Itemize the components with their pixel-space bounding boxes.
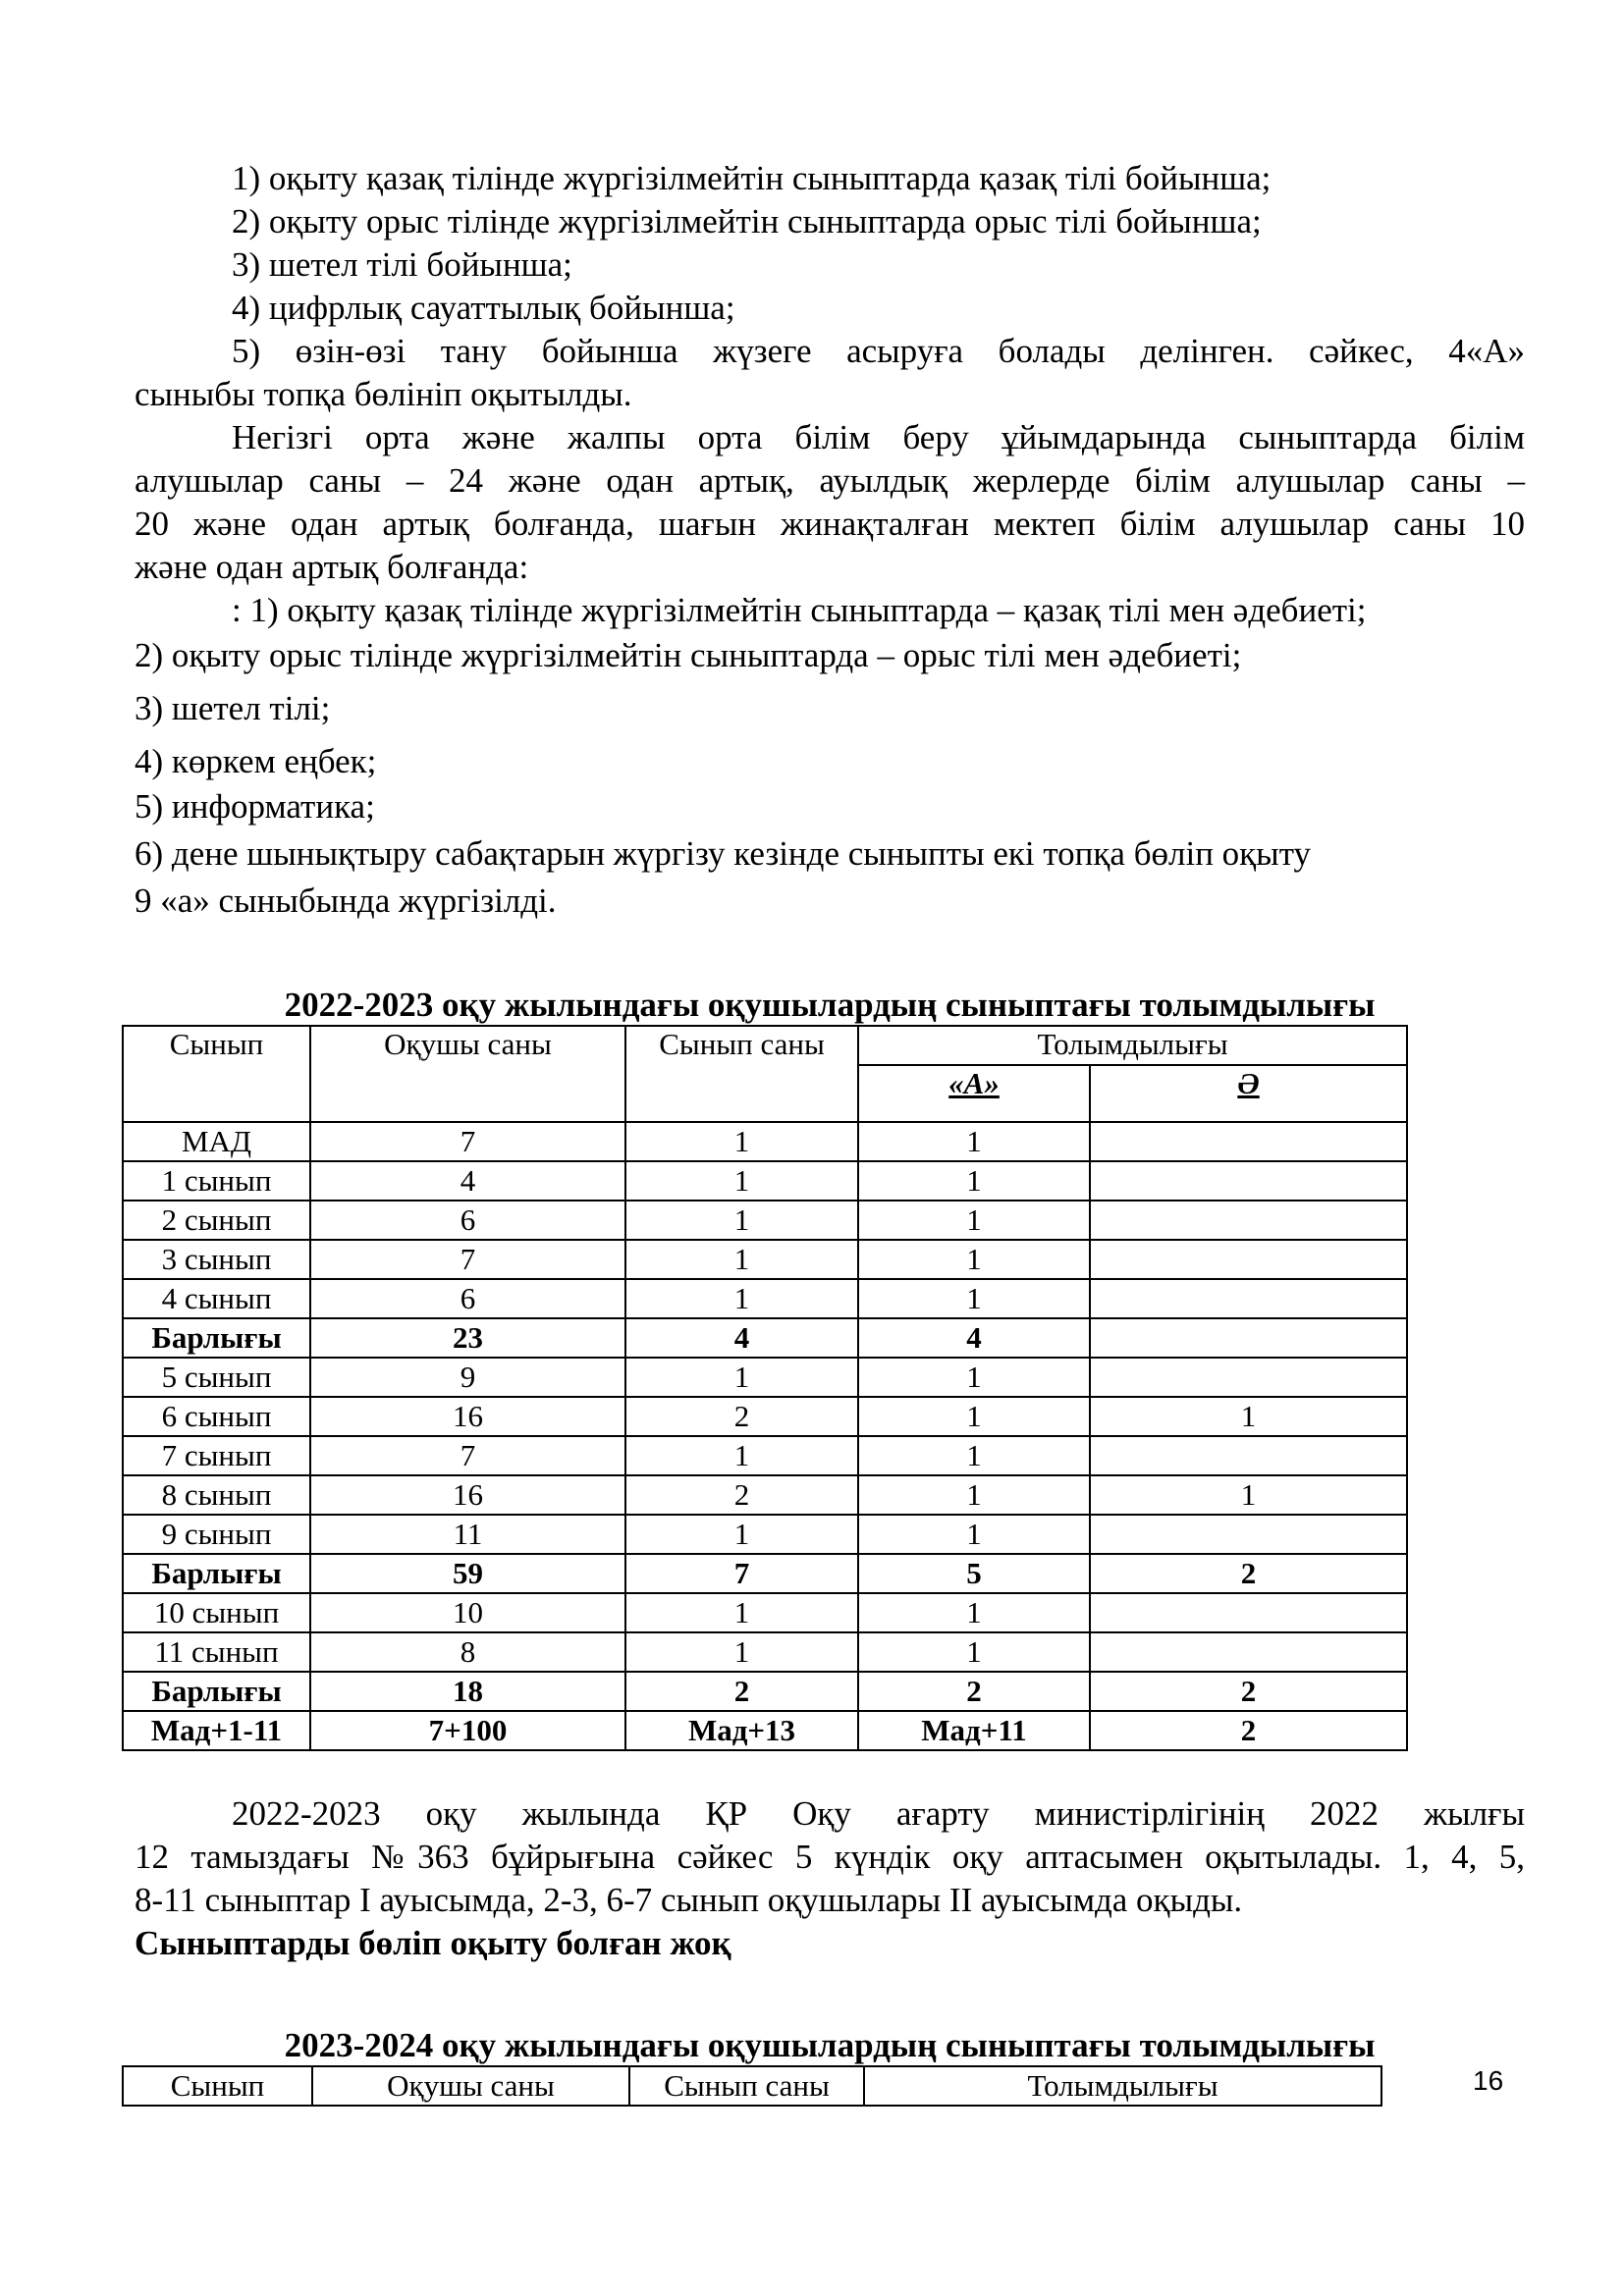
- table-title: 2023-2024 оқу жылындағы оқушылардың сыныптағы толымдылығы: [284, 2026, 1376, 2064]
- table-cell: 1: [858, 1632, 1090, 1672]
- table-cell: 1: [625, 1436, 858, 1475]
- table-row: [123, 1711, 1407, 1750]
- table-cell: [1090, 1436, 1407, 1475]
- table-row: [123, 1632, 1407, 1672]
- table-cell: [1090, 1240, 1407, 1279]
- table-cell: 1: [625, 1632, 858, 1672]
- table-cell: 2 сынып: [123, 1201, 310, 1240]
- table-row: [123, 1515, 1407, 1554]
- table-cell: 1: [625, 1201, 858, 1240]
- table-cell: [1090, 1161, 1407, 1201]
- table-cell: 1: [625, 1515, 858, 1554]
- table-cell: 2: [1090, 1672, 1407, 1711]
- table-cell: 1: [858, 1240, 1090, 1279]
- header-fill: Толымдылығы: [858, 1026, 1407, 1065]
- table-row: [123, 1397, 1407, 1436]
- header-sub-a: «А»: [858, 1065, 1090, 1122]
- table-cell: 1: [858, 1358, 1090, 1397]
- list-line: 3) шетел тілі;: [135, 689, 331, 727]
- table-cell: 1: [625, 1240, 858, 1279]
- table-cell: 9 сынып: [123, 1515, 310, 1554]
- table-cell: 2: [625, 1475, 858, 1515]
- table-cell: 6 сынып: [123, 1397, 310, 1436]
- table-cell: 1: [858, 1515, 1090, 1554]
- table-cell: Мад+11: [858, 1711, 1090, 1750]
- table-cell: 1: [1090, 1475, 1407, 1515]
- list-line: 5) информатика;: [135, 787, 375, 826]
- header-class-count: Сынып саны: [625, 1026, 858, 1122]
- paragraph-line: 8-11 сыныптар І ауысымда, 2-3, 6-7 сынып оқушылары ІІ ауысымда оқыды.: [135, 1881, 1243, 1919]
- fill-rate-table-2022: [122, 1025, 1408, 1751]
- table-cell: Барлығы: [123, 1318, 310, 1358]
- table-cell: 7: [625, 1554, 858, 1593]
- table-row: [123, 1122, 1407, 1161]
- table-title: 2022-2023 оқу жылындағы оқушылардың сыныптағы толымдылығы: [284, 986, 1376, 1024]
- table-cell: [1090, 1515, 1407, 1554]
- table-cell: Мад+1-11: [123, 1711, 310, 1750]
- table-cell: 2: [625, 1672, 858, 1711]
- table-cell: 23: [310, 1318, 625, 1358]
- table-cell: 5 сынып: [123, 1358, 310, 1397]
- table-cell: 6: [310, 1201, 625, 1240]
- table-cell: Барлығы: [123, 1554, 310, 1593]
- paragraph-line: Негізгі орта және жалпы орта білім беру ұйымдарында сыныптарда білім: [232, 418, 1525, 456]
- table-cell: 59: [310, 1554, 625, 1593]
- table-cell: 16: [310, 1397, 625, 1436]
- table-cell: [1090, 1318, 1407, 1358]
- table-cell: 16: [310, 1475, 625, 1515]
- table-cell: 10: [310, 1593, 625, 1632]
- paragraph-line: сыныбы топқа бөлініп оқытылды.: [135, 375, 632, 413]
- table-cell: 2: [1090, 1554, 1407, 1593]
- table-cell: 7: [310, 1122, 625, 1161]
- table-cell: 1: [625, 1122, 858, 1161]
- table-cell: 4: [858, 1318, 1090, 1358]
- table-cell: 5: [858, 1554, 1090, 1593]
- header-class: Сынып: [123, 2066, 312, 2106]
- table-cell: Мад+13: [625, 1711, 858, 1750]
- table-cell: 1: [858, 1593, 1090, 1632]
- table-cell: 2: [1090, 1711, 1407, 1750]
- table-cell: 9: [310, 1358, 625, 1397]
- table-cell: 1: [858, 1397, 1090, 1436]
- page-number: 16: [1473, 2065, 1504, 2096]
- table-row: [123, 1475, 1407, 1515]
- table-cell: Барлығы: [123, 1672, 310, 1711]
- table-cell: 18: [310, 1672, 625, 1711]
- table-cell: 1: [858, 1436, 1090, 1475]
- list-line: 6) дене шынықтыру сабақтарын жүргізу кезінде сыныпты екі топқа бөліп оқыту: [135, 834, 1312, 873]
- table-cell: 1: [858, 1201, 1090, 1240]
- table-row: [123, 1161, 1407, 1201]
- table-row: [123, 1593, 1407, 1632]
- table-cell: 7: [310, 1436, 625, 1475]
- table-row: [123, 1554, 1407, 1593]
- table-cell: 3 сынып: [123, 1240, 310, 1279]
- paragraph-line: 12 тамыздағы №363 бұйрығына сәйкес 5 күндік оқу аптасымен оқытылады. 1, 4, 5,: [135, 1838, 1525, 1876]
- table-cell: 11: [310, 1515, 625, 1554]
- table-cell: 4: [625, 1318, 858, 1358]
- table-row: [123, 1240, 1407, 1279]
- table-cell: 2: [625, 1397, 858, 1436]
- table-row: [123, 1672, 1407, 1711]
- table-cell: 11 сынып: [123, 1632, 310, 1672]
- table-cell: 1: [1090, 1397, 1407, 1436]
- list-line: 2) оқыту орыс тілінде жүргізілмейтін сыныптарда орыс тілі бойынша;: [232, 202, 1262, 240]
- table-body: [123, 1122, 1407, 1750]
- header-sub-ae: Ә: [1090, 1065, 1407, 1122]
- header-students: Оқушы саны: [312, 2066, 629, 2106]
- list-line: 4) көркем еңбек;: [135, 742, 377, 780]
- table-cell: [1090, 1201, 1407, 1240]
- header-class-count: Сынып саны: [629, 2066, 864, 2106]
- bold-note: Сыныптарды бөліп оқыту болған жоқ: [135, 1924, 731, 1962]
- paragraph-line: 20 және одан артық болғанда, шағын жинақталған мектеп білім алушылар саны 10: [135, 505, 1525, 543]
- table-cell: 1: [858, 1279, 1090, 1318]
- table-cell: 1: [858, 1475, 1090, 1515]
- list-line: 9 «а» сыныбында жүргізілді.: [135, 881, 557, 920]
- table-cell: [1090, 1632, 1407, 1672]
- header-class: Сынып: [123, 1026, 310, 1122]
- table-row: [123, 1318, 1407, 1358]
- table-cell: 4 сынып: [123, 1279, 310, 1318]
- list-line: 1) оқыту қазақ тілінде жүргізілмейтін сыныптарда қазақ тілі бойынша;: [232, 159, 1272, 197]
- list-line: 5) өзін-өзі тану бойынша жүзеге асыруға болады делінген. сәйкес, 4«А»: [232, 332, 1525, 370]
- table-cell: 7+100: [310, 1711, 625, 1750]
- table-cell: 7: [310, 1240, 625, 1279]
- table-cell: [1090, 1593, 1407, 1632]
- table-cell: 4: [310, 1161, 625, 1201]
- table-cell: 7 сынып: [123, 1436, 310, 1475]
- table-cell: 2: [858, 1672, 1090, 1711]
- paragraph-line: және одан артық болғанда:: [135, 548, 529, 586]
- paragraph-line: 2022-2023 оқу жылында ҚР Оқу ағарту министірлігінің 2022 жылғы: [232, 1794, 1525, 1833]
- table-cell: [1090, 1358, 1407, 1397]
- table-row: [123, 1358, 1407, 1397]
- table-cell: 1: [625, 1593, 858, 1632]
- table-row: [123, 1201, 1407, 1240]
- table-cell: 1: [625, 1279, 858, 1318]
- list-line: : 1) оқыту қазақ тілінде жүргізілмейтін сыныптарда – қазақ тілі мен әдебиеті;: [232, 591, 1367, 629]
- table-cell: 1: [625, 1358, 858, 1397]
- table-cell: 8: [310, 1632, 625, 1672]
- table-cell: 1: [625, 1161, 858, 1201]
- table-cell: [1090, 1279, 1407, 1318]
- table-cell: 8 сынып: [123, 1475, 310, 1515]
- table-cell: 6: [310, 1279, 625, 1318]
- table-row: [123, 1436, 1407, 1475]
- table-row: [123, 1279, 1407, 1318]
- table-cell: 1: [858, 1161, 1090, 1201]
- table-cell: [1090, 1122, 1407, 1161]
- list-line: 3) шетел тілі бойынша;: [232, 245, 572, 284]
- fill-rate-table-2023: [122, 2065, 1382, 2107]
- list-line: 2) оқыту орыс тілінде жүргізілмейтін сыныптарда – орыс тілі мен әдебиеті;: [135, 636, 1242, 674]
- table-cell: МАД: [123, 1122, 310, 1161]
- header-students: Оқушы саны: [310, 1026, 625, 1122]
- table-cell: 10 сынып: [123, 1593, 310, 1632]
- table-cell: 1 сынып: [123, 1161, 310, 1201]
- header-fill: Толымдылығы: [864, 2066, 1381, 2106]
- list-line: 4) цифрлық сауаттылық бойынша;: [232, 289, 735, 327]
- table-cell: 1: [858, 1122, 1090, 1161]
- paragraph-line: алушылар саны – 24 және одан артық, ауылдық жерлерде білім алушылар саны –: [135, 461, 1525, 500]
